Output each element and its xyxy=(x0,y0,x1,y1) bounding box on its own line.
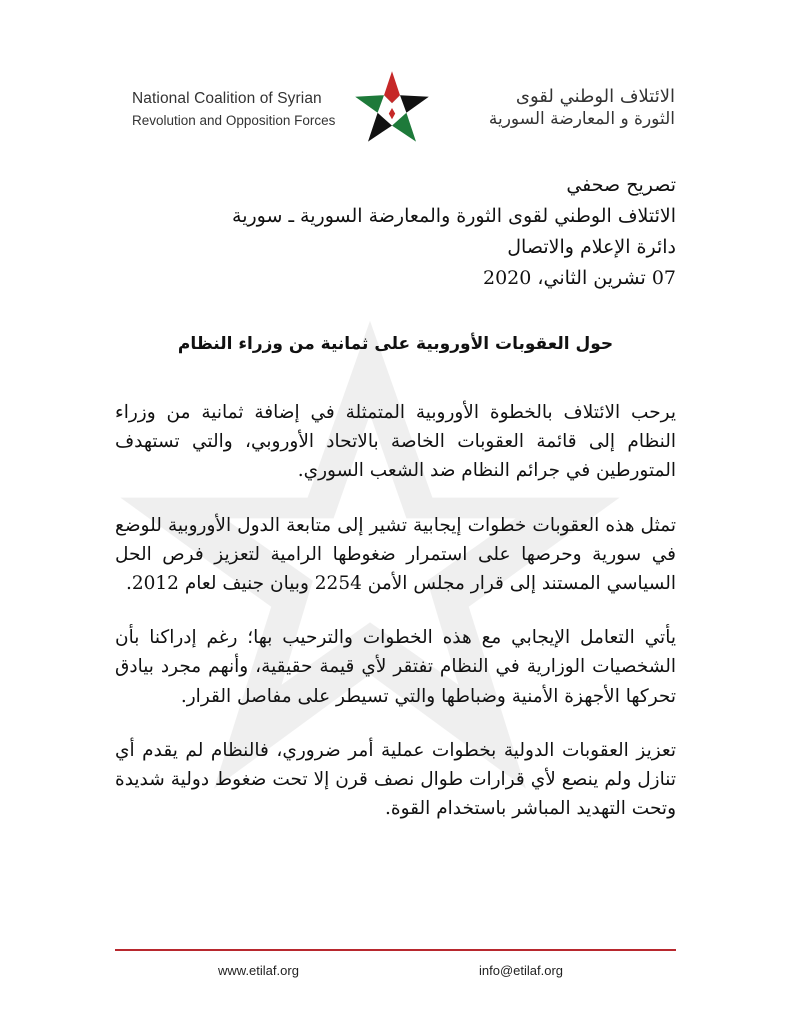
coalition-star-logo-icon xyxy=(350,68,434,148)
org-name-arabic-line1: الائتلاف الوطني لقوى xyxy=(515,86,675,107)
release-meta xyxy=(232,170,676,294)
body-paragraph: تمثل هذه العقوبات خطوات إيجابية تشير إلى متابعة الدول الأوروبية للوضع في سورية وحرصها على استمرار ضغوطها الرامية لتعزيز فرص الحل السياسي المستند إلى قرار مجلس الأمن 2254 وبيان جنيف لعام 2012. xyxy=(115,514,676,595)
issuer-name: الائتلاف الوطني لقوى الثورة والمعارضة السورية ـ سورية xyxy=(232,205,676,227)
org-name-english-line1: National Coalition of Syrian xyxy=(132,90,322,107)
footer-divider xyxy=(115,949,676,951)
body-paragraph: يرحب الائتلاف بالخطوة الأوروبية المتمثلة في إضافة ثمانية من وزراء النظام إلى قائمة العقوبات الخاصة بالاتحاد الأوروبي، والتي تستهدف المتورطين في جرائم النظام ضد الشعب السوري. xyxy=(115,402,676,482)
release-date: 07 تشرين الثاني، 2020 xyxy=(483,267,676,289)
release-body xyxy=(115,398,676,848)
department-name: دائرة الإعلام والاتصال xyxy=(507,236,676,258)
body-paragraph: يأتي التعامل الإيجابي مع هذه الخطوات والترحيب بها؛ رغم إدراكنا بأن الشخصيات الوزارية في النظام تفتقر لأي قيمة حقيقية، وأنهم مجرد بيادق تحركها الأجهزة الأمنية وضباطها والتي تسيطر على مفاصل القرار. xyxy=(115,627,676,707)
footer-website-link[interactable]: www.etilaf.org xyxy=(218,963,299,978)
org-name-arabic-line2: الثورة و المعارضة السورية xyxy=(488,109,675,129)
release-title: حول العقوبات الأوروبية على ثمانية من وزراء النظام xyxy=(177,334,614,354)
body-paragraph: تعزيز العقوبات الدولية بخطوات عملية أمر ضروري، فالنظام لم يقدم أي تنازل ولم ينصع لأي قرارات طوال نصف قرن إلا تحت ضغوط دولية شديدة وتحت التهديد المباشر باستخدام القوة. xyxy=(115,739,676,820)
org-name-arabic xyxy=(445,86,675,129)
footer-email-link[interactable]: info@etilaf.org xyxy=(479,963,564,978)
org-name-english xyxy=(132,90,335,128)
org-name-english-line2: Revolution and Opposition Forces xyxy=(132,113,336,128)
release-type: تصريح صحفي xyxy=(566,174,676,196)
